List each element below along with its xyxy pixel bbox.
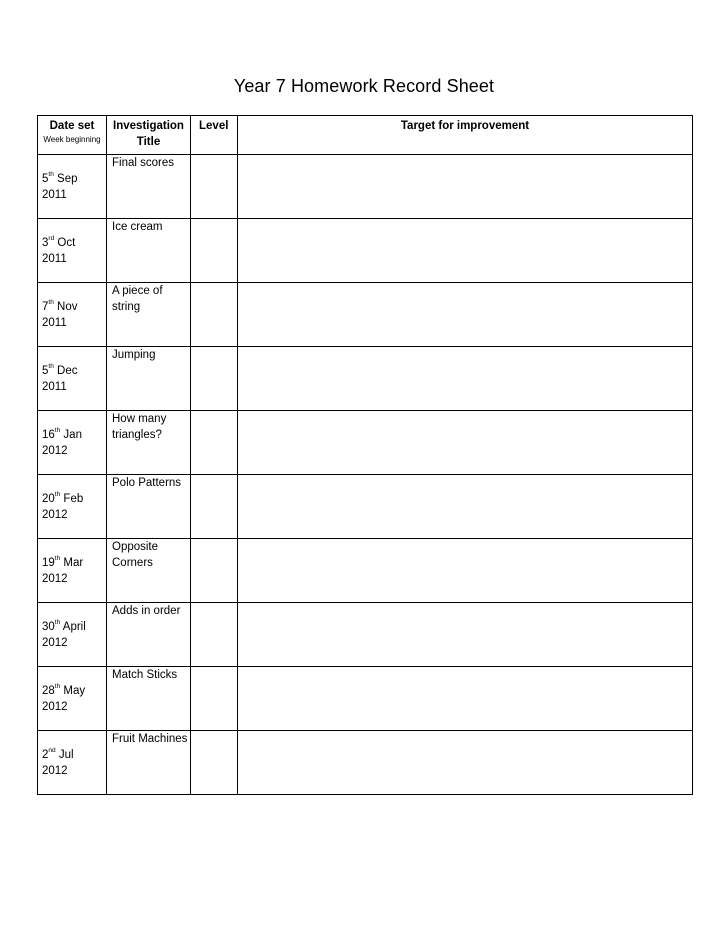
level-cell[interactable] — [191, 475, 238, 539]
date-day-month — [42, 427, 106, 443]
investigation-title-cell — [107, 731, 191, 795]
table-row — [38, 475, 693, 539]
date-day-month — [42, 619, 106, 635]
level-cell[interactable] — [191, 603, 238, 667]
target-cell[interactable] — [238, 731, 693, 795]
date-day-month — [42, 491, 106, 507]
table-row — [38, 283, 693, 347]
date-set-cell — [38, 155, 107, 219]
date-set-cell — [38, 539, 107, 603]
header-row — [38, 116, 693, 155]
target-cell[interactable] — [238, 475, 693, 539]
investigation-title-header-label: Investigation Title — [113, 120, 184, 148]
date-day: 19 — [42, 557, 55, 569]
table-row — [38, 347, 693, 411]
target-cell[interactable] — [238, 603, 693, 667]
investigation-title-cell — [107, 539, 191, 603]
date-day: 3 — [42, 237, 49, 249]
date-month: Sep — [57, 173, 78, 185]
investigation-title-cell — [107, 347, 191, 411]
table-row — [38, 155, 693, 219]
level-cell[interactable] — [191, 539, 238, 603]
date-day: 30 — [42, 621, 55, 633]
investigation-title-cell — [107, 603, 191, 667]
date-year: 2012 — [42, 637, 68, 649]
date-suffix: th — [54, 427, 61, 435]
investigation-title: Polo Patterns — [112, 477, 182, 489]
level-cell[interactable] — [191, 155, 238, 219]
date-set-cell — [38, 667, 107, 731]
date-day-month — [42, 235, 106, 251]
date-set-cell — [38, 603, 107, 667]
date-year: 2012 — [42, 701, 68, 713]
investigation-title-header — [107, 116, 191, 155]
date-suffix: th — [54, 555, 61, 563]
investigation-title: A piece of string — [112, 285, 163, 313]
investigation-title: Adds in order — [112, 605, 181, 617]
date-month: Jan — [63, 429, 82, 441]
target-header-label: Target for improvement — [400, 120, 530, 132]
target-cell[interactable] — [238, 219, 693, 283]
date-year: 2012 — [42, 573, 68, 585]
date-year: 2011 — [42, 381, 67, 393]
date-day: 28 — [42, 685, 55, 697]
date-day-month — [42, 171, 106, 187]
date-day: 20 — [42, 493, 55, 505]
date-set-cell — [38, 731, 107, 795]
investigation-title-cell — [107, 475, 191, 539]
investigation-title: Final scores — [112, 157, 174, 169]
level-header — [191, 116, 238, 155]
target-cell[interactable] — [238, 347, 693, 411]
target-cell[interactable] — [238, 411, 693, 475]
investigation-title: How many triangles? — [112, 413, 167, 441]
table-row — [38, 731, 693, 795]
investigation-title-cell — [107, 155, 191, 219]
investigation-title-cell — [107, 411, 191, 475]
date-suffix: th — [48, 363, 54, 371]
date-set-cell — [38, 475, 107, 539]
date-month: Feb — [63, 493, 84, 505]
level-cell[interactable] — [191, 411, 238, 475]
date-month: Nov — [57, 301, 78, 313]
homework-record-table — [37, 115, 693, 795]
date-year: 2011 — [42, 189, 67, 201]
date-suffix: th — [48, 299, 54, 307]
level-header-label: Level — [199, 120, 229, 132]
date-month: Dec — [57, 365, 78, 377]
date-suffix: th — [54, 491, 61, 499]
date-set-header-label: Date set — [49, 120, 95, 132]
level-cell[interactable] — [191, 347, 238, 411]
investigation-title: Match Sticks — [112, 669, 178, 681]
target-cell[interactable] — [238, 539, 693, 603]
date-year: 2011 — [42, 253, 67, 265]
target-cell[interactable] — [238, 667, 693, 731]
target-cell[interactable] — [238, 155, 693, 219]
page-title: Year 7 Homework Record Sheet — [233, 76, 495, 96]
date-month: Mar — [63, 557, 84, 569]
level-cell[interactable] — [191, 667, 238, 731]
table-row — [38, 411, 693, 475]
investigation-title: Ice cream — [112, 221, 163, 233]
date-year: 2012 — [42, 445, 68, 457]
level-cell[interactable] — [191, 283, 238, 347]
date-set-cell — [38, 219, 107, 283]
date-suffix: th — [48, 171, 54, 179]
date-suffix: nd — [48, 747, 56, 755]
date-set-header — [38, 116, 107, 155]
date-year: 2012 — [42, 509, 68, 521]
date-day: 5 — [42, 173, 49, 185]
date-day-month — [42, 363, 106, 379]
table-row — [38, 667, 693, 731]
date-day-month — [42, 747, 106, 763]
date-month: April — [62, 621, 86, 633]
week-beginning-label: Week beginning — [43, 135, 101, 144]
date-set-cell — [38, 283, 107, 347]
date-day-month — [42, 299, 106, 315]
level-cell[interactable] — [191, 219, 238, 283]
investigation-title: Opposite Corners — [112, 541, 159, 569]
table-row — [38, 219, 693, 283]
date-day-month — [42, 683, 106, 699]
date-day: 5 — [42, 365, 49, 377]
date-year: 2012 — [42, 765, 68, 777]
table-row — [38, 539, 693, 603]
date-suffix: th — [54, 683, 61, 691]
investigation-title-cell — [107, 219, 191, 283]
date-month: Jul — [58, 749, 74, 761]
date-day: 7 — [42, 301, 49, 313]
target-header — [238, 116, 693, 155]
date-suffix: rd — [48, 235, 55, 243]
investigation-title: Fruit Machines — [112, 733, 188, 745]
date-set-cell — [38, 347, 107, 411]
level-cell[interactable] — [191, 731, 238, 795]
date-year: 2011 — [42, 317, 67, 329]
date-month: May — [63, 685, 86, 697]
table-row — [38, 603, 693, 667]
date-day: 2 — [42, 749, 49, 761]
investigation-title-cell — [107, 667, 191, 731]
date-set-cell — [38, 411, 107, 475]
target-cell[interactable] — [238, 283, 693, 347]
date-month: Oct — [57, 237, 76, 249]
date-suffix: th — [54, 619, 61, 627]
investigation-title-cell — [107, 283, 191, 347]
date-day: 16 — [42, 429, 55, 441]
date-day-month — [42, 555, 106, 571]
investigation-title: Jumping — [112, 349, 156, 361]
